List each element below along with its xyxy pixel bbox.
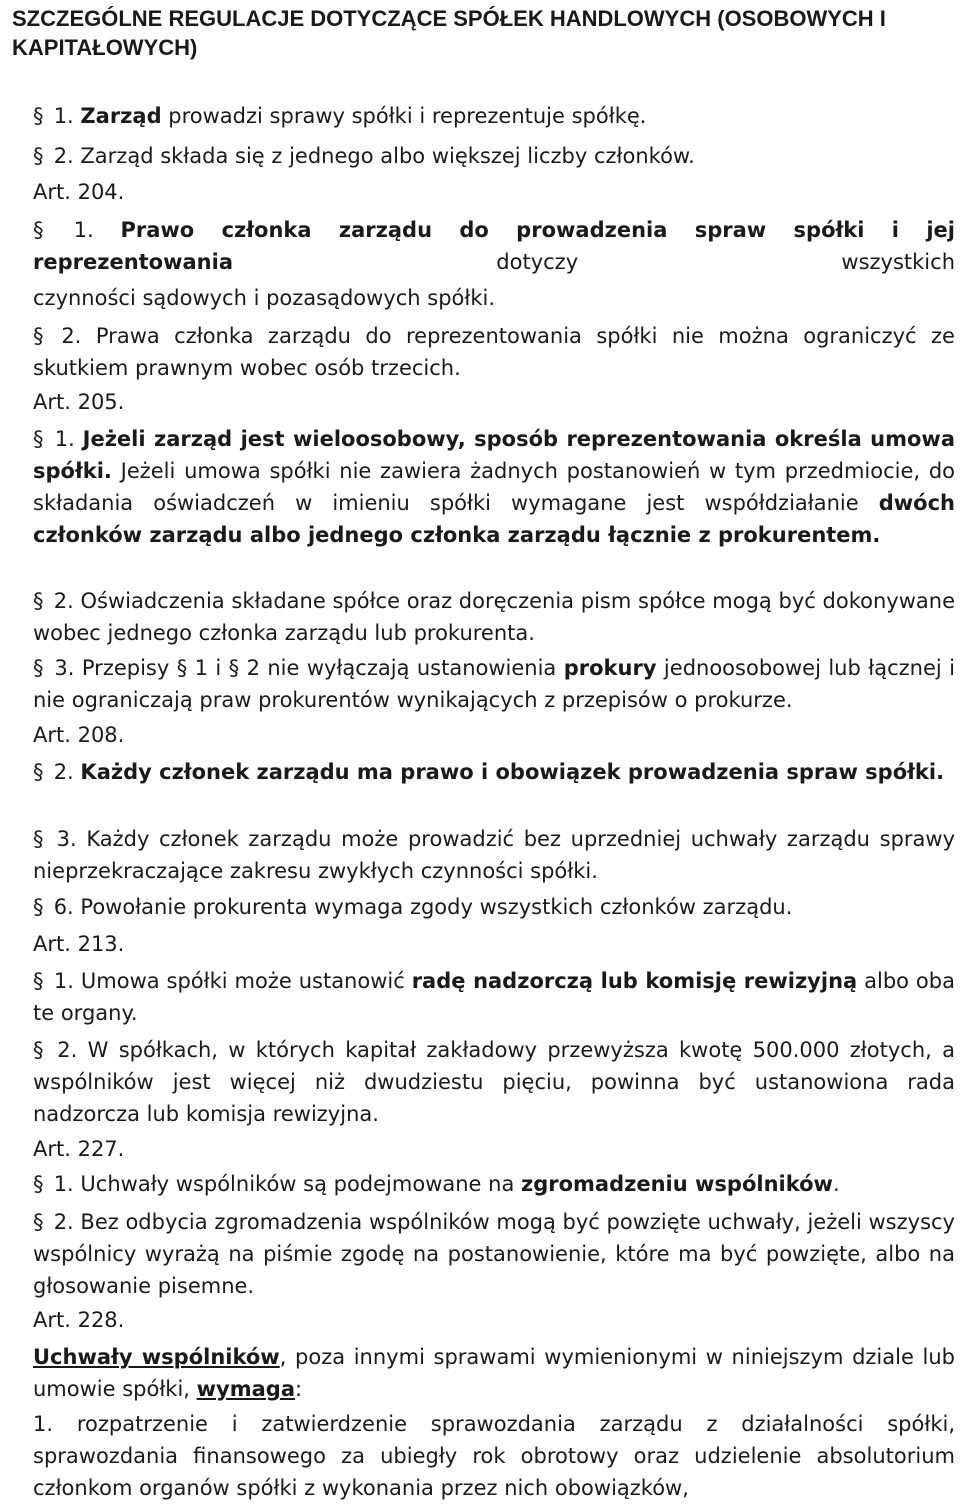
bold-term: Zarząd xyxy=(80,104,162,128)
section-mark: § xyxy=(33,589,44,613)
paragraph-art205-1: § 1. Jeżeli zarząd jest wieloosobowy, sposób reprezentowania określa umowa spółki. Jeżeli umowa spółki nie zawiera żadnych postanowień w tym przedmiocie, do składania oświadczeń w imieniu spółki wymagane jest współdziałanie dwóch członków zarządu albo jednego członka zarządu łącznie z prokurentem. xyxy=(33,423,955,551)
section-mark: § xyxy=(33,144,44,168)
paragraph-art204-2: § 2. Prawa członka zarządu do reprezentowania spółki nie można ograniczyć ze skutkiem prawnym wobec osób trzecich. xyxy=(33,320,955,384)
paragraph-number: 1. xyxy=(53,1172,74,1196)
paragraph-zarzad-2: § 2. Zarząd składa się z jednego albo większej liczby członków. xyxy=(33,140,955,172)
list-item-art228-1: 1. rozpatrzenie i zatwierdzenie sprawozdania zarządu z działalności spółki, sprawozdania finansowego za ubiegły rok obrotowy oraz udzielenie absolutorium członkom organów spółki z wykonania przez nich obowiązków, xyxy=(33,1412,955,1500)
paragraph-number: 2. xyxy=(53,144,74,168)
section-mark: § xyxy=(33,760,44,784)
underlined-term: wymaga xyxy=(196,1377,296,1401)
paragraph-number: 2. xyxy=(61,324,82,348)
paragraph-art204-1: § 1. Prawo członka zarządu do prowadzenia spraw spółki i jej reprezentowania dotyczy wszystkich xyxy=(33,214,955,278)
paragraph-art208-6: § 6. Powołanie prokurenta wymaga zgody wszystkich członków zarządu. xyxy=(33,891,955,923)
section-mark: § xyxy=(33,969,44,993)
section-mark: § xyxy=(33,427,44,451)
section-mark: § xyxy=(33,895,44,919)
bold-term: dwóch członków zarządu albo jednego członka zarządu łącznie z prokurentem. xyxy=(33,491,955,547)
bold-term: Każdy członek zarządu ma prawo i obowiązek prowadzenia spraw spółki. xyxy=(80,760,945,784)
paragraph-art205-2: § 2. Oświadczenia składane spółce oraz doręczenia pism spółce mogą być dokonywane wobec jednego członka zarządu lub prokurenta. xyxy=(33,585,955,649)
section-mark: § xyxy=(33,1172,44,1196)
bold-term: zgromadzeniu wspólników xyxy=(521,1172,833,1196)
article-heading-204: Art. 204. xyxy=(33,180,125,204)
paragraph-art227-2: § 2. Bez odbycia zgromadzenia wspólników mogą być powzięte uchwały, jeżeli wszyscy wspólnicy wyrażą na piśmie zgodę na postanowienie, które ma być powzięte, albo na głosowanie pisemne. xyxy=(33,1206,955,1302)
article-heading-228: Art. 228. xyxy=(33,1308,125,1332)
paragraph-number: 2. xyxy=(53,589,74,613)
bold-term: Jeżeli zarząd jest wieloosobowy, sposób reprezentowania określa umowa spółki. xyxy=(33,427,955,483)
list-number: 1. xyxy=(33,1412,54,1436)
paragraph-art228-intro: Uchwały wspólników, poza innymi sprawami wymienionymi w niniejszym dziale lub umowie spółki, wymaga: xyxy=(33,1345,955,1401)
document-title: SZCZEGÓLNE REGULACJE DOTYCZĄCE SPÓŁEK HANDLOWYCH (OSOBOWYCH I KAPITAŁOWYCH) xyxy=(12,6,886,60)
paragraph-number: 2. xyxy=(53,760,74,784)
bold-term: Prawo członka zarządu do prowadzenia spraw spółki i jej reprezentowania xyxy=(33,218,955,274)
article-heading-205: Art. 205. xyxy=(33,390,125,414)
bold-term: radę nadzorczą lub komisję rewizyjną xyxy=(411,969,858,993)
paragraph-number: 1. xyxy=(53,969,74,993)
section-mark: § xyxy=(33,827,44,851)
section-mark: § xyxy=(33,324,44,348)
section-mark: § xyxy=(33,104,44,128)
article-heading-208: Art. 208. xyxy=(33,723,125,747)
underlined-term: Uchwały wspólników xyxy=(33,1345,280,1369)
paragraph-art213-1: § 1. Umowa spółki może ustanowić radę nadzorczą lub komisję rewizyjną albo oba te organy. xyxy=(33,965,955,1029)
section-mark: § xyxy=(33,656,44,680)
paragraph-number: 2. xyxy=(57,1038,78,1062)
paragraph-number: 1. xyxy=(54,427,75,451)
paragraph-number: 6. xyxy=(53,895,74,919)
paragraph-number: 1. xyxy=(53,104,74,128)
paragraph-number: 2. xyxy=(53,1210,74,1234)
paragraph-art208-3: § 3. Każdy członek zarządu może prowadzić bez uprzedniej uchwały zarządu sprawy nieprzekraczające zakresu zwykłych czynności spółki. xyxy=(33,823,955,887)
paragraph-zarzad-1: § 1. Zarząd prowadzi sprawy spółki i reprezentuje spółkę. xyxy=(33,100,955,132)
article-heading-227: Art. 227. xyxy=(33,1137,125,1161)
article-heading-213: Art. 213. xyxy=(33,932,125,956)
bold-term: prokury xyxy=(563,656,657,680)
paragraph-art205-3: § 3. Przepisy § 1 i § 2 nie wyłączają ustanowienia prokury jednoosobowej lub łącznej i nie ograniczają praw prokurentów wynikających z przepisów o prokurze. xyxy=(33,652,955,716)
paragraph-number: 3. xyxy=(54,656,75,680)
section-mark: § xyxy=(176,656,188,680)
paragraph-number: 1. xyxy=(73,218,94,242)
paragraph-art208-2 xyxy=(33,756,955,788)
section-mark: § xyxy=(33,1210,44,1234)
section-mark: § xyxy=(33,1038,44,1062)
paragraph-number: 3. xyxy=(56,827,77,851)
paragraph-art227-1: § 1. Uchwały wspólników są podejmowane na zgromadzeniu wspólników. xyxy=(33,1168,955,1200)
section-mark: § xyxy=(33,218,44,242)
paragraph-art204-1-continued: czynności sądowych i pozasądowych spółki. xyxy=(33,286,496,310)
section-mark: § xyxy=(228,656,240,680)
paragraph-art213-2: § 2. W spółkach, w których kapitał zakładowy przewyższa kwotę 500.000 złotych, a wspólników jest więcej niż dwudziestu pięciu, powinna być ustanowiona rada nadzorcza lub komisja rewizyjna. xyxy=(33,1034,955,1130)
